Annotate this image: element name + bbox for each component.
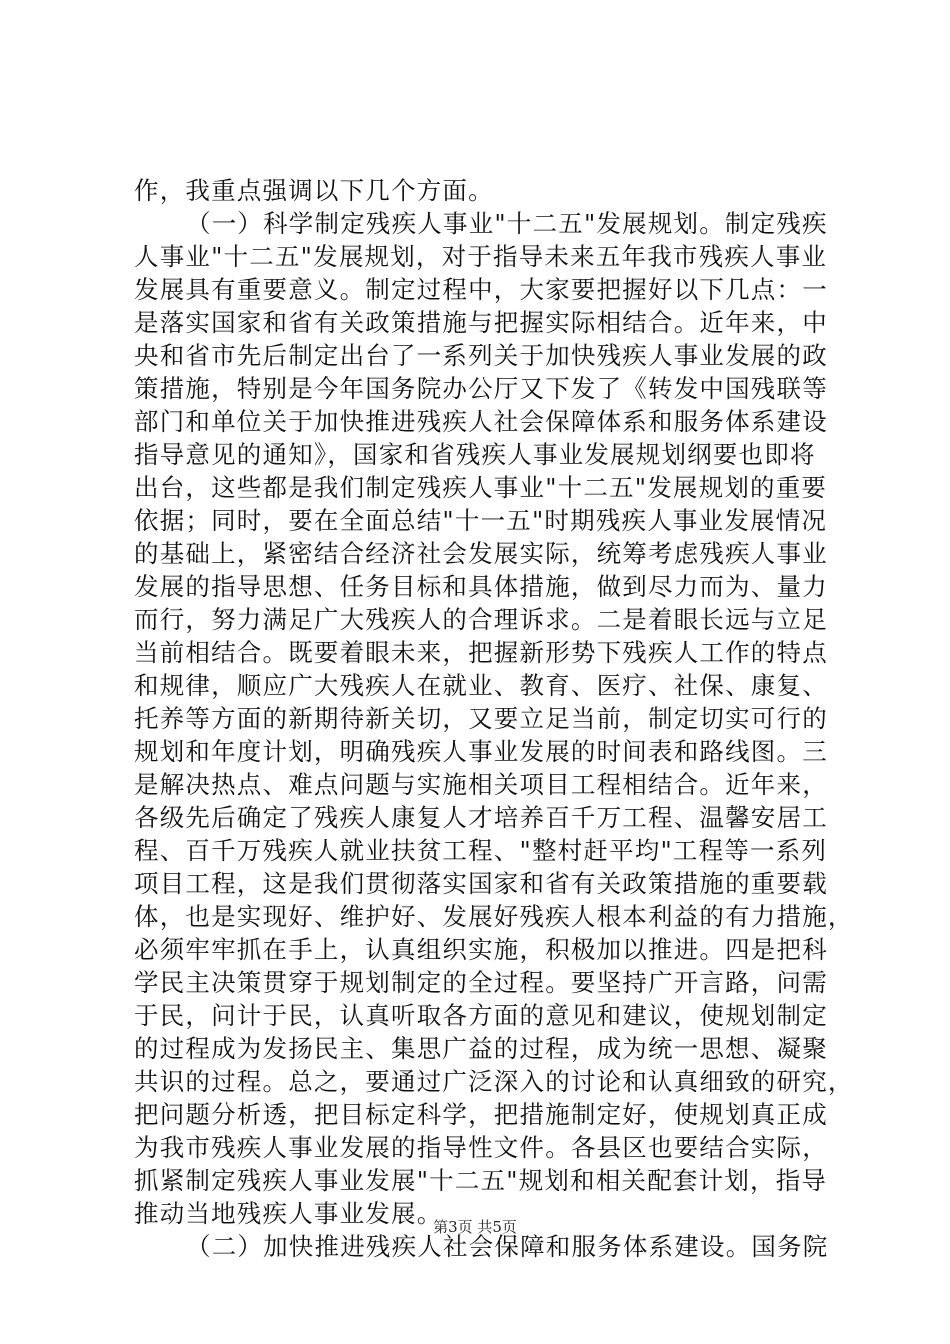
text-line: 的过程成为发扬民主、集思广益的过程，成为统一思想、凝聚 (134, 1034, 828, 1063)
text-line: 必须牢牢抓在手上，认真组织实施，积极加以推进。四是把科 (134, 935, 828, 964)
text-line: 作，我重点强调以下几个方面。 (134, 176, 494, 205)
text-line: 各级先后确定了残疾人康复人才培养百千万工程、温馨安居工 (134, 803, 828, 832)
paragraph-heading-1: （一）科学制定残疾人事业"十二五"发展规划。制定残疾 (186, 209, 828, 238)
text-line: 为我市残疾人事业发展的指导性文件。各县区也要结合实际， (134, 1133, 828, 1162)
text-line: 抓紧制定残疾人事业发展"十二五"规划和相关配套计划，指导 (134, 1166, 828, 1195)
paragraph-heading-2: （二）加快推进残疾人社会保障和服务体系建设。国务院 (186, 1232, 829, 1261)
text-line: 规划和年度计划，明确残疾人事业发展的时间表和路线图。三 (134, 737, 828, 766)
text-line: 依据；同时，要在全面总结"十一五"时期残疾人事业发展情况 (134, 506, 828, 535)
text-line: 出台，这些都是我们制定残疾人事业"十二五"发展规划的重要 (134, 473, 828, 502)
text-line: 发展具有重要意义。制定过程中，大家要把握好以下几点：一 (134, 275, 828, 304)
text-line: 发展的指导思想、任务目标和具体措施，做到尽力而为、量力 (134, 572, 828, 601)
text-line: 而行，努力满足广大残疾人的合理诉求。二是着眼长远与立足 (134, 605, 828, 634)
text-line: 把问题分析透，把目标定科学，把措施制定好，使规划真正成 (134, 1100, 828, 1129)
text-line: 是落实国家和省有关政策措施与把握实际相结合。近年来，中 (134, 308, 828, 337)
text-line: 和规律，顺应广大残疾人在就业、教育、医疗、社保、康复、 (134, 671, 828, 700)
text-line: 于民，问计于民，认真听取各方面的意见和建议，使规划制定 (134, 1001, 828, 1030)
text-line: 策措施，特别是今年国务院办公厅又下发了《转发中国残联等 (134, 374, 828, 403)
text-line: 项目工程，这是我们贯彻落实国家和省有关政策措施的重要载 (134, 869, 828, 898)
text-line: 部门和单位关于加快推进残疾人社会保障体系和服务体系建设 (134, 407, 828, 436)
text-line: 人事业"十二五"发展规划，对于指导未来五年我市残疾人事业 (134, 242, 828, 271)
text-line: 托养等方面的新期待新关切，又要立足当前，制定切实可行的 (134, 704, 828, 733)
text-line: 指导意见的通知》，国家和省残疾人事业发展规划纲要也即将 (134, 440, 816, 469)
text-line: 共识的过程。总之，要通过广泛深入的讨论和认真细致的研究， (134, 1067, 854, 1096)
page-footer (0, 1216, 950, 1237)
text-line: 学民主决策贯穿于规划制定的全过程。要坚持广开言路，问需 (134, 968, 828, 997)
text-line: 是解决热点、难点问题与实施相关项目工程相结合。近年来， (134, 770, 828, 799)
text-line: 当前相结合。既要着眼未来，把握新形势下残疾人工作的特点 (134, 638, 828, 667)
text-line: 体，也是实现好、维护好、发展好残疾人根本利益的有力措施， (134, 902, 854, 931)
text-line: 央和省市先后制定出台了一系列关于加快残疾人事业发展的政 (134, 341, 828, 370)
page-number: 第3页 共5页 (433, 1218, 517, 1236)
body-text (134, 174, 854, 1263)
text-line: 的基础上，紧密结合经济社会发展实际，统筹考虑残疾人事业 (134, 539, 828, 568)
text-line: 程、百千万残疾人就业扶贫工程、"整村赶平均"工程等一系列 (134, 836, 828, 865)
text-line: 推动当地残疾人事业发展。 (134, 1199, 443, 1228)
